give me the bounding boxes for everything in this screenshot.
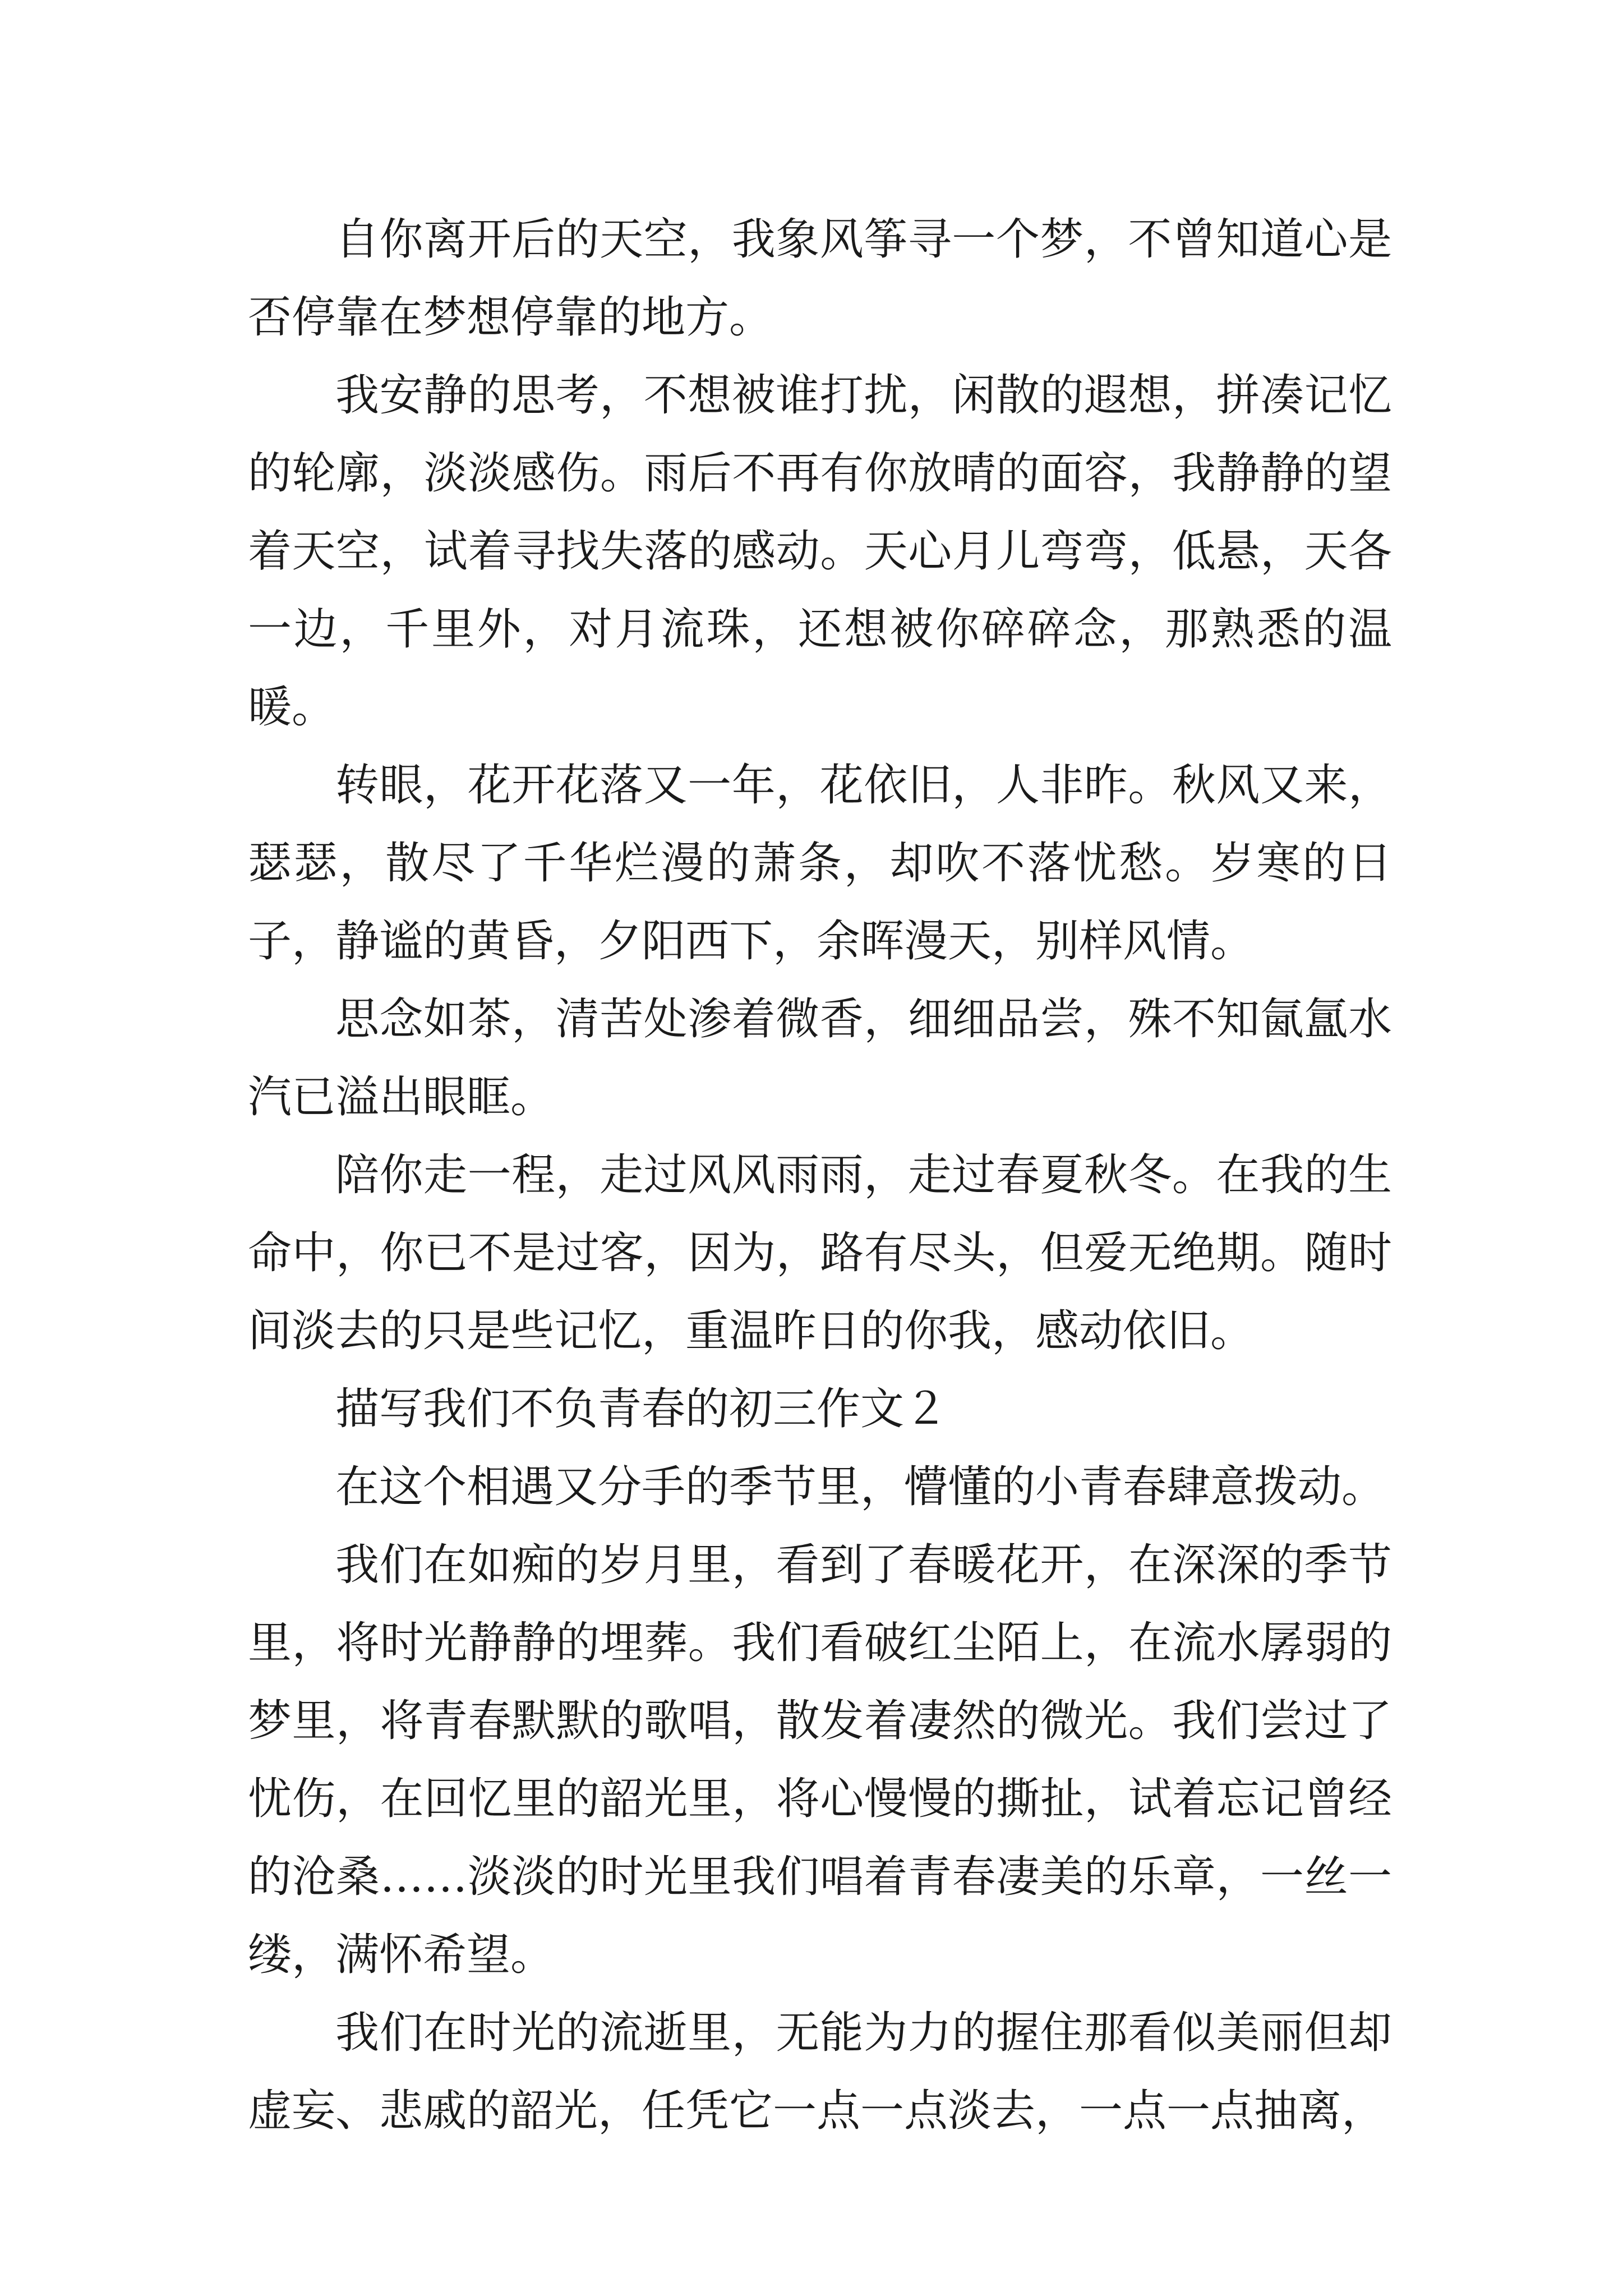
paragraph-4: 思念如茶，清苦处渗着微香，细细品尝，殊不知氤氲水汽已溢出眼眶。 [248, 994, 1392, 1122]
document-body [248, 201, 1392, 2150]
paragraph-7: 我们在如痴的岁月里，看到了春暖花开，在深深的季节里，将时光静静的埋葬。我们看破红尘陌上，在流水孱弱的梦里，将青春默默的歌唱，散发着凄然的微光。我们尝过了忧伤，在回忆里的韶光里，将心慢慢的撕扯，试着忘记曾经的沧桑……淡淡的时光里我们唱着青春凄美的乐章，一丝一缕，满怀希望。 [248, 1540, 1392, 1980]
paragraph-8: 我们在时光的流逝里，无能为力的握住那看似美丽但却虚妄、悲戚的韶光，任凭它一点一点淡去，一点一点抽离， [248, 2008, 1392, 2136]
section-heading: 描写我们不负青春的初三作文２ [335, 1384, 948, 1434]
paragraph-3: 转眼，花开花落又一年，花依旧，人非昨。秋风又来，瑟瑟，散尽了千华烂漫的萧条，却吹不落忧愁。岁寒的日子，静谧的黄昏，夕阳西下，余晖漫天，别样风情。 [248, 760, 1392, 967]
paragraph-2: 我安静的思考，不想被谁打扰，闲散的遐想，拼凑记忆的轮廓，淡淡感伤。雨后不再有你放晴的面容，我静静的望着天空，试着寻找失落的感动。天心月儿弯弯，低悬，天各一边，千里外，对月流珠，还想被你碎碎念，那熟悉的温暖。 [248, 370, 1392, 733]
paragraph-6: 在这个相遇又分手的季节里，懵懂的小青春肆意拨动。 [335, 1462, 1386, 1512]
paragraph-5: 陪你走一程，走过风风雨雨，走过春夏秋冬。在我的生命中，你已不是过客，因为，路有尽头，但爱无绝期。随时间淡去的只是些记忆，重温昨日的你我，感动依旧。 [248, 1150, 1392, 1356]
paragraph-1: 自你离开后的天空，我象风筝寻一个梦，不曾知道心是否停靠在梦想停靠的地方。 [248, 214, 1392, 343]
